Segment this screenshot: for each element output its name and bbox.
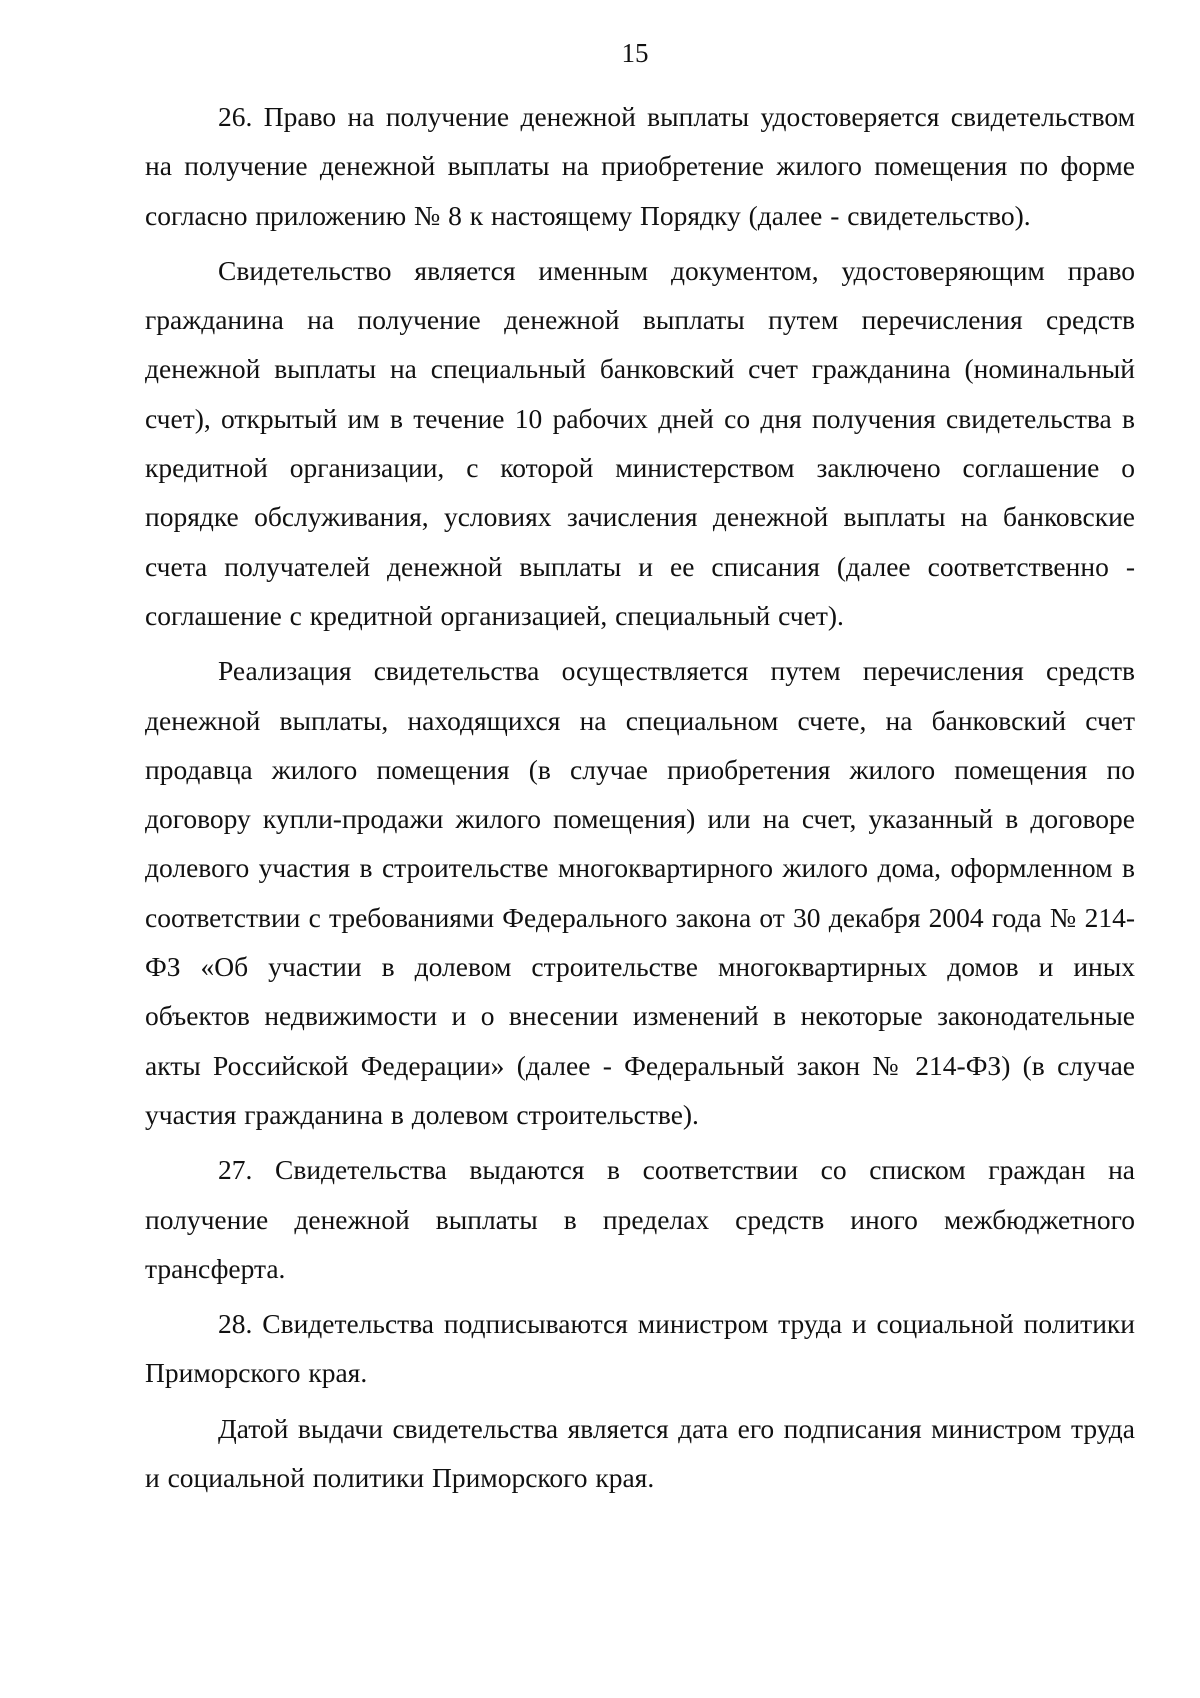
page-number: 15 (621, 38, 649, 68)
paragraph-28: 28. Свидетельства подписываются министром труда и социальной политики Приморского края. (145, 1308, 1135, 1389)
document-body (145, 92, 1135, 1508)
paragraph-certificate-realization: Реализация свидетельства осуществляется путем перечисления средств денежной выплаты, находящихся на специальном счете, на банковский счет продавца жилого помещения (в случае приобретения жилого помещения по договору купли-продажи жилого помещения) или на счет, указанный в договоре долевого участия в строительстве многоквартирного жилого дома, оформленном в соответствии с требованиями Федерального закона от 30 декабря 2004 года № 214-ФЗ «Об участии в долевом строительстве многоквартирных домов и иных объектов недвижимости и о внесении изменений в некоторые законодательные акты Российской Федерации» (далее - Федеральный закон № 214-ФЗ) (в случае участия гражданина в долевом строительстве). (145, 655, 1135, 1130)
paragraph-26: 26. Право на получение денежной выплаты удостоверяется свидетельством на получение денежной выплаты на приобретение жилого помещения по форме согласно приложению № 8 к настоящему Порядку (далее - свидетельство). (145, 101, 1135, 231)
paragraph-27: 27. Свидетельства выдаются в соответствии со списком граждан на получение денежной выплаты в пределах средств иного межбюджетного трансферта. (145, 1154, 1135, 1284)
paragraph-certificate-definition: Свидетельство является именным документом, удостоверяющим право гражданина на получение денежной выплаты путем перечисления средств денежной выплаты на специальный банковский счет гражданина (номинальный счет), открытый им в течение 10 рабочих дней со дня получения свидетельства в кредитной организации, с которой министерством заключено соглашение о порядке обслуживания, условиях зачисления денежной выплаты на банковские счета получателей денежной выплаты и ее списания (далее соответственно - соглашение с кредитной организацией, специальный счет). (145, 254, 1135, 631)
paragraph-issue-date: Датой выдачи свидетельства является дата его подписания министром труда и социальной политики Приморского края. (145, 1412, 1135, 1494)
